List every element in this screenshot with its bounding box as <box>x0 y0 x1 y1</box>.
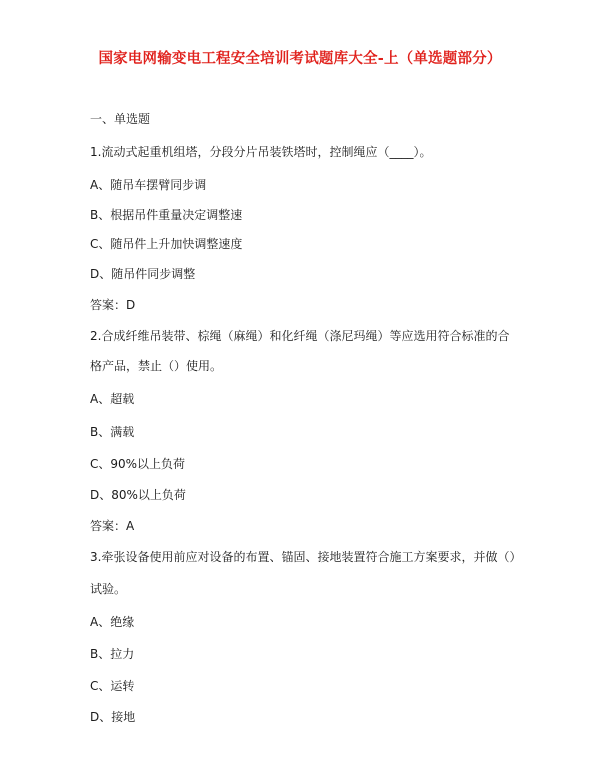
question-2-option-c: C、90%以上负荷 <box>90 457 186 471</box>
question-3-stem-line-1: 3.牵张设备使用前应对设备的布置、锚固、接地装置符合施工方案要求，并做（） <box>90 550 522 564</box>
question-3-option-d: D、接地 <box>90 710 136 724</box>
question-3-stem-line-2: 试验。 <box>90 582 127 596</box>
question-3-option-c: C、运转 <box>90 679 135 693</box>
question-2-stem-line-2: 格产品，禁止（）使用。 <box>90 359 223 373</box>
question-2-answer: 答案：A <box>90 519 135 533</box>
question-1-answer: 答案：D <box>90 298 136 312</box>
question-1-option-d: D、随吊件同步调整 <box>90 267 196 281</box>
question-2-stem-line-1: 2.合成纤维吊装带、棕绳（麻绳）和化纤绳（涤尼玛绳）等应选用符合标准的合 <box>90 329 510 343</box>
question-1-option-c: C、随吊件上升加快调整速度 <box>90 237 243 251</box>
question-1-stem: 1.流动式起重机组塔，分段分片吊装铁塔时，控制绳应（____）。 <box>90 145 432 159</box>
document-title: 国家电网输变电工程安全培训考试题库大全-上（单选题部分） <box>98 51 502 67</box>
section-heading: 一、单选题 <box>90 112 151 126</box>
question-3-option-a: A、绝缘 <box>90 615 135 629</box>
question-2-option-b: B、满载 <box>90 425 135 439</box>
question-3-option-b: B、拉力 <box>90 647 135 661</box>
question-2-option-a: A、超载 <box>90 392 135 406</box>
question-1-option-a: A、随吊车摆臂同步调 <box>90 178 207 192</box>
question-1-option-b: B、根据吊件重量决定调整速 <box>90 208 243 222</box>
question-2-option-d: D、80%以上负荷 <box>90 488 186 502</box>
